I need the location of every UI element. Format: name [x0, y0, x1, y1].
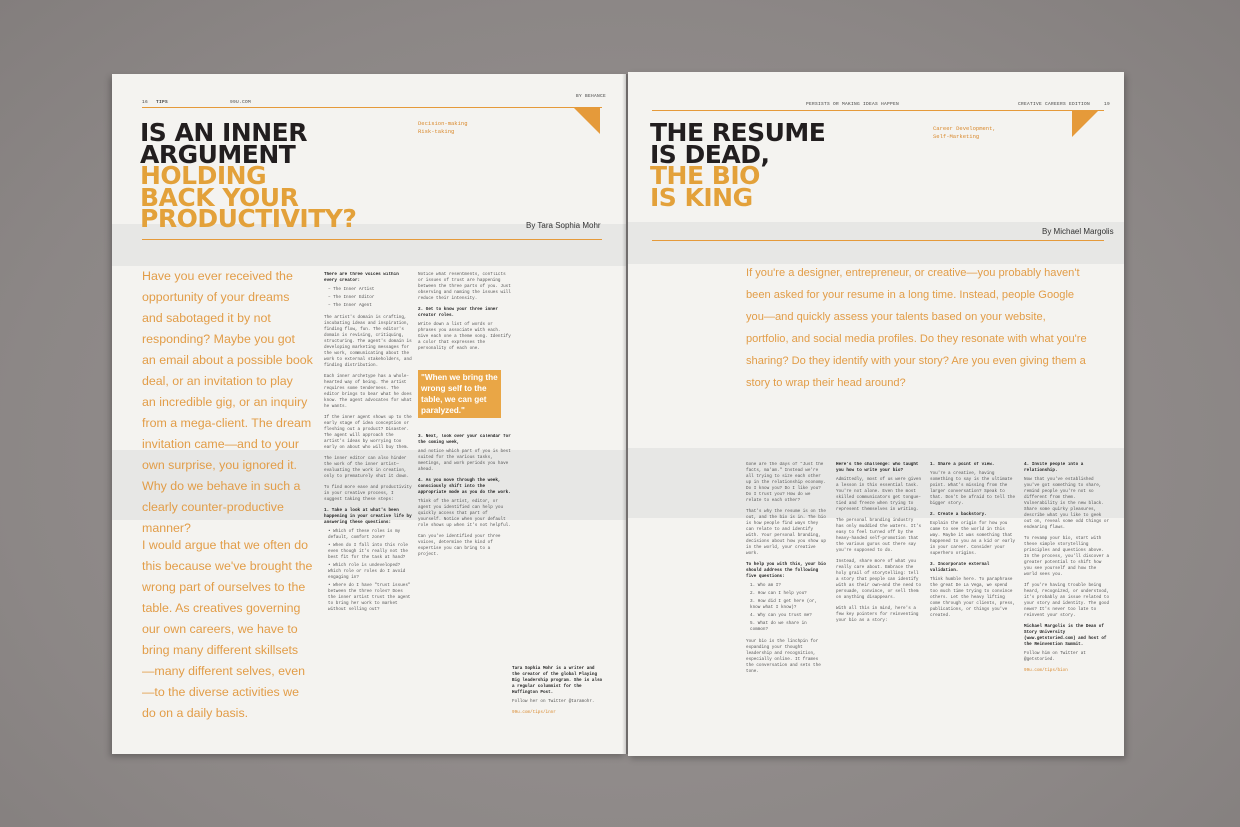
- header-rule: [142, 107, 602, 108]
- pull-quote-line: paralyzed.": [421, 406, 465, 415]
- lede-line: Why do we behave in such a: [142, 479, 301, 493]
- lede-line: this because we've brought the: [142, 559, 313, 573]
- page-number: 19: [1104, 102, 1111, 107]
- author-bio: [512, 666, 604, 716]
- list-item: • Which role is undeveloped? Which role or roles do I avoid engaging in?: [328, 563, 406, 580]
- follow-text: Follow him on Twitter at @getstoried.: [1024, 651, 1086, 662]
- lede-line: responding? Maybe you got: [142, 332, 295, 346]
- paragraph: Notice what resentments, conflicts or issues of trust are happening between the three parts of you. Just observing and naming the issues will reduce their intensity.: [418, 272, 511, 301]
- headline-line: BACK YOUR: [140, 182, 299, 212]
- column-heading: To help you with this, your bio should address the following five questions:: [746, 562, 826, 579]
- tagline-line: Decision-making: [418, 120, 468, 127]
- article-link[interactable]: 99u.com/tips/innr: [512, 710, 556, 715]
- paragraph: The artist's domain is crafting, incubating ideas and inspiration, finding flow, fun. The editor's domain is revising, critiquing, structuring. The agent's domain is developing marketing messages for the work, communicating about the work to external stakeholders, and finding distribution.: [324, 315, 412, 368]
- lede-line: from a mega-client. The dream: [142, 416, 312, 430]
- lede-line: I would argue that we often do: [142, 538, 309, 552]
- paragraph: The inner editor can also hinder the work of the inner artist—evaluating the work in creation, only to prematurely shut it down.: [324, 456, 410, 479]
- paragraph: Each inner archetype has a whole-hearted way of being. The artist requires some tenderness. The editor brings to bear what he does know. The agent advocates for what he wants.: [324, 374, 412, 409]
- tagline-line: Risk-taking: [418, 128, 455, 136]
- lede-line: —many different selves, even: [142, 664, 305, 678]
- lede-line: deal, or an invitation to play: [142, 374, 293, 388]
- body-column-4: [1024, 462, 1110, 752]
- lede-line: clearly counter-productive: [142, 500, 284, 514]
- lede-line: do on a daily basis.: [142, 706, 249, 720]
- lede-line: opportunity of your dreams: [142, 290, 290, 304]
- list-item: 5. What do we share in common?: [750, 621, 807, 632]
- list-item: 4. Why can you trust me?: [750, 613, 812, 618]
- left-page: [112, 74, 626, 754]
- corner-marker: [1072, 111, 1098, 137]
- lede-line: been asked for your resume in a long time. Instead, people Google: [746, 289, 1075, 301]
- body-column-2b: [418, 434, 512, 564]
- list-item: 2. How can I help you?: [750, 591, 807, 596]
- lede-line: portfolio, and social media profiles. Do they resonate with what you're: [746, 333, 1087, 345]
- corner-marker: [574, 108, 600, 134]
- step-heading: 3. Incorporate external validation.: [930, 562, 990, 573]
- lede-line: own surprise, you ignored it.: [142, 458, 297, 472]
- column-heading: There are three voices within every creator:: [324, 272, 399, 283]
- headline-line: ARGUMENT: [140, 139, 296, 169]
- paragraph: Think of the artist, editor, or agent you identified can help you quickly access that part of yourself. Notice when your default role shows up when it's not helpful.: [418, 499, 511, 528]
- body-column-3: [930, 462, 1016, 742]
- paragraph: To revamp your bio, start with these simple storytelling principles and questions above. In the process, you'll discover a greater potential to shift how you see yourself and how the world sees you.: [1024, 536, 1110, 577]
- paragraph: and notice which part of you is best suited for the various tasks, meetings, and work periods you have ahead.: [418, 449, 511, 472]
- lede-line: you—and quickly assess your talents based on your website,: [746, 311, 1046, 323]
- lede-line: table. As creatives governing: [142, 601, 301, 615]
- tagline-line: Self-Marketing: [933, 133, 980, 141]
- paragraph: Your bio is the linchpin for expanding your thought leadership and recognition, especially online. It frames the conversation and sets the tone.: [746, 639, 821, 674]
- page-number: 16: [142, 100, 149, 105]
- body-column-1: [746, 462, 826, 742]
- list-item: • Which of these roles is my default, comfort zone?: [328, 529, 401, 540]
- paragraph: Explain the origin for how you came to see the world in this way. Maybe it was something that happened to you as a kid or early in your career. Consider your superhero origins.: [930, 521, 1016, 556]
- headline-line: IS KING: [650, 182, 753, 212]
- right-page: [628, 72, 1124, 756]
- tagline: [933, 125, 996, 142]
- lede-line: story to wrap their head around?: [746, 377, 906, 389]
- lede-line: manner?: [142, 521, 191, 535]
- paragraph: If the inner agent shows up to the early stage of idea conception or fleshing out a product? Disaster. The agent will approach the artist's ideas by worrying too early on about who will buy them.: [324, 415, 412, 450]
- column-heading: Here's the challenge: who taught you how to write your bio?: [836, 462, 919, 473]
- paragraph: To find more ease and productivity in your creative process, I suggest taking these steps:: [324, 485, 412, 502]
- headline: [650, 118, 826, 212]
- headline-line: THE BIO: [650, 161, 760, 190]
- step-heading: 1. Take a look at what's been happening in your creative life by answering these questions:: [324, 508, 412, 525]
- article-link[interactable]: 99u.com/tips/bion: [1024, 668, 1068, 673]
- headline-line: PRODUCTIVITY?: [140, 204, 357, 233]
- pull-quote-line: wrong self to the: [421, 384, 487, 393]
- byline: By Michael Margolis: [1042, 227, 1114, 236]
- tagline: [418, 120, 468, 137]
- paragraph: Instead, share more of what you really care about. Embrace the holy grail of storytelling: tell a story that people can identify with as their own—and the need to persuade, convince, or sell them on anything disappears.: [836, 559, 922, 600]
- paragraph: Now that you've established you've got something to share, remind people you're not so different from them. Vulnerability is the new black. Share some quirky pleasures, describe what you like to geek out on, reveal some odd things or endearing flaws.: [1024, 477, 1110, 530]
- paragraph: Think humble here. To paraphrase the great De La Vega, we spend too much time trying to convince others. Let the heavy lifting come through your clients, press, publications, or things you've created.: [930, 577, 1016, 618]
- list-item: – The Inner Editor: [328, 295, 375, 300]
- paragraph: Admittedly, most of us were given a lesson in this essential task. You're not alone. Even the most skilled communicators get tongue-tied and freeze when trying to represent themselves in writing.: [836, 477, 922, 512]
- lede-line: —to the diverse activities we: [142, 685, 300, 699]
- step-heading: 3. Next, look over your calendar for the coming week,: [418, 434, 511, 445]
- paragraph: If you're having trouble being heard, recognized, or understood, it's probably an issue related to your story and identity. The good news? It's never too late to reinvent your story.: [1024, 583, 1110, 618]
- paragraph: Gone are the days of "Just the facts, ma'am." Instead we're all trying to size each other up in the relationship economy. Do I know you? Do I like you? Do I trust you? How do we relate to each other?: [746, 462, 826, 503]
- paragraph: That's why the resume is on the out, and the bio is in. The bio is how people find ways they can relate to and identify with. Your personal branding, decisions about how you show up in the world, your creative work.: [746, 509, 826, 556]
- follow-text: Follow her on Twitter @taramohr.: [512, 699, 595, 704]
- lede-line: bring many different skillsets: [142, 643, 299, 657]
- step-heading: 2. Create a backstory.: [930, 512, 987, 517]
- headline-line: IS AN INNER: [140, 118, 307, 147]
- lede-line: our own careers, we have to: [142, 622, 298, 636]
- bio-text: Michael Margolis is the Dean of Story University (www.getstoried.com) and host of the Reinvention Summit.: [1024, 624, 1107, 647]
- header-rule: [652, 110, 1104, 111]
- headline-line: IS DEAD,: [650, 139, 770, 169]
- pull-quote: [418, 370, 501, 418]
- body-column-1: [324, 272, 412, 742]
- list-item: – The Inner Agent: [328, 303, 372, 308]
- headline-line: THE RESUME: [650, 118, 826, 147]
- lede-line: an email about a possible book: [142, 353, 313, 367]
- lede-line: If you're a designer, entrepreneur, or creative—you probably haven't: [746, 267, 1080, 279]
- lede-line: sharing? Do they identify with your story? Are you even giving them a: [746, 355, 1086, 367]
- pull-quote-line: table, we can get: [421, 395, 487, 404]
- lede-line: Have you ever received the: [142, 269, 293, 283]
- paragraph: Write down a list of words or phrases you associate with each. Give each one a theme song. Identify a color that expresses the personality of each one.: [418, 322, 511, 351]
- byline: By Tara Sophia Mohr: [526, 221, 601, 230]
- lede-line: an incredible gig, or an inquiry: [142, 395, 308, 409]
- paragraph: With all this in mind, here's a few key pointers for reinventing your bio as a story:: [836, 606, 919, 623]
- body-column-2: [836, 462, 922, 742]
- running-right: BY BEHANCE: [576, 94, 607, 99]
- list-item: • When do I fall into this role even though it's really not the best fit for the task at hand?: [328, 543, 408, 560]
- lede-line: invitation came—and to your: [142, 437, 300, 451]
- list-item: • Where do I have "trust issues" between the three roles? Does the inner artist trust the agent to bring her work to market without selling out?: [328, 583, 411, 612]
- step-heading: 1. Share a point of view.: [930, 462, 995, 467]
- running-title: 99U.COM: [230, 100, 252, 105]
- bio-text: Tara Sophia Mohr is a writer and the creator of the global Playing Big leadership program. She is also a regular columnist for the Huffington Post.: [512, 666, 603, 695]
- list-item: 1. Who am I?: [750, 583, 781, 588]
- byline-rule: [652, 240, 1104, 241]
- headline: [140, 118, 357, 233]
- list-item: – The Inner Artist: [328, 287, 375, 292]
- lede-line: wrong part of ourselves to the: [142, 580, 306, 594]
- running-left: PERSISTS OR MAKING IDEAS HAPPEN: [806, 102, 900, 107]
- lede: [142, 266, 313, 539]
- pull-quote-line: "When we bring the: [421, 373, 498, 382]
- step-heading: 2. Get to know your three inner creator roles.: [418, 307, 498, 318]
- byline-rule: [142, 239, 602, 240]
- section-label: TIPS: [156, 100, 169, 105]
- paragraph: You're a creative, having something to say is the ultimate point. What's missing from the larger conversation? Speak to that. Don't be afraid to tell the bigger story.: [930, 471, 1016, 506]
- step-heading: 4. Invite people into a relationship.: [1024, 462, 1084, 473]
- headline-line: HOLDING: [140, 161, 267, 190]
- lede: [746, 262, 1087, 394]
- running-right: CREATIVE CAREERS EDITION: [1018, 102, 1091, 107]
- lede-line: and sabotaged it by not: [142, 311, 271, 325]
- tagline-line: Career Development,: [933, 125, 996, 132]
- lede-second: [142, 535, 312, 724]
- list-item: 3. How did I get here (or, know what I know)?: [750, 599, 818, 610]
- paragraph: The personal branding industry has only muddied the waters. It's easy to feel turned off by the heavy-handed self-promotion that the various gurus out there say you're supposed to do.: [836, 518, 922, 553]
- paragraph: Can you've identified your three voices, determine the kind of expertise you can bring to a project.: [418, 534, 501, 557]
- step-heading: 4. As you move through the week, consciously shift into the appropriate mode as you do the work.: [418, 478, 511, 495]
